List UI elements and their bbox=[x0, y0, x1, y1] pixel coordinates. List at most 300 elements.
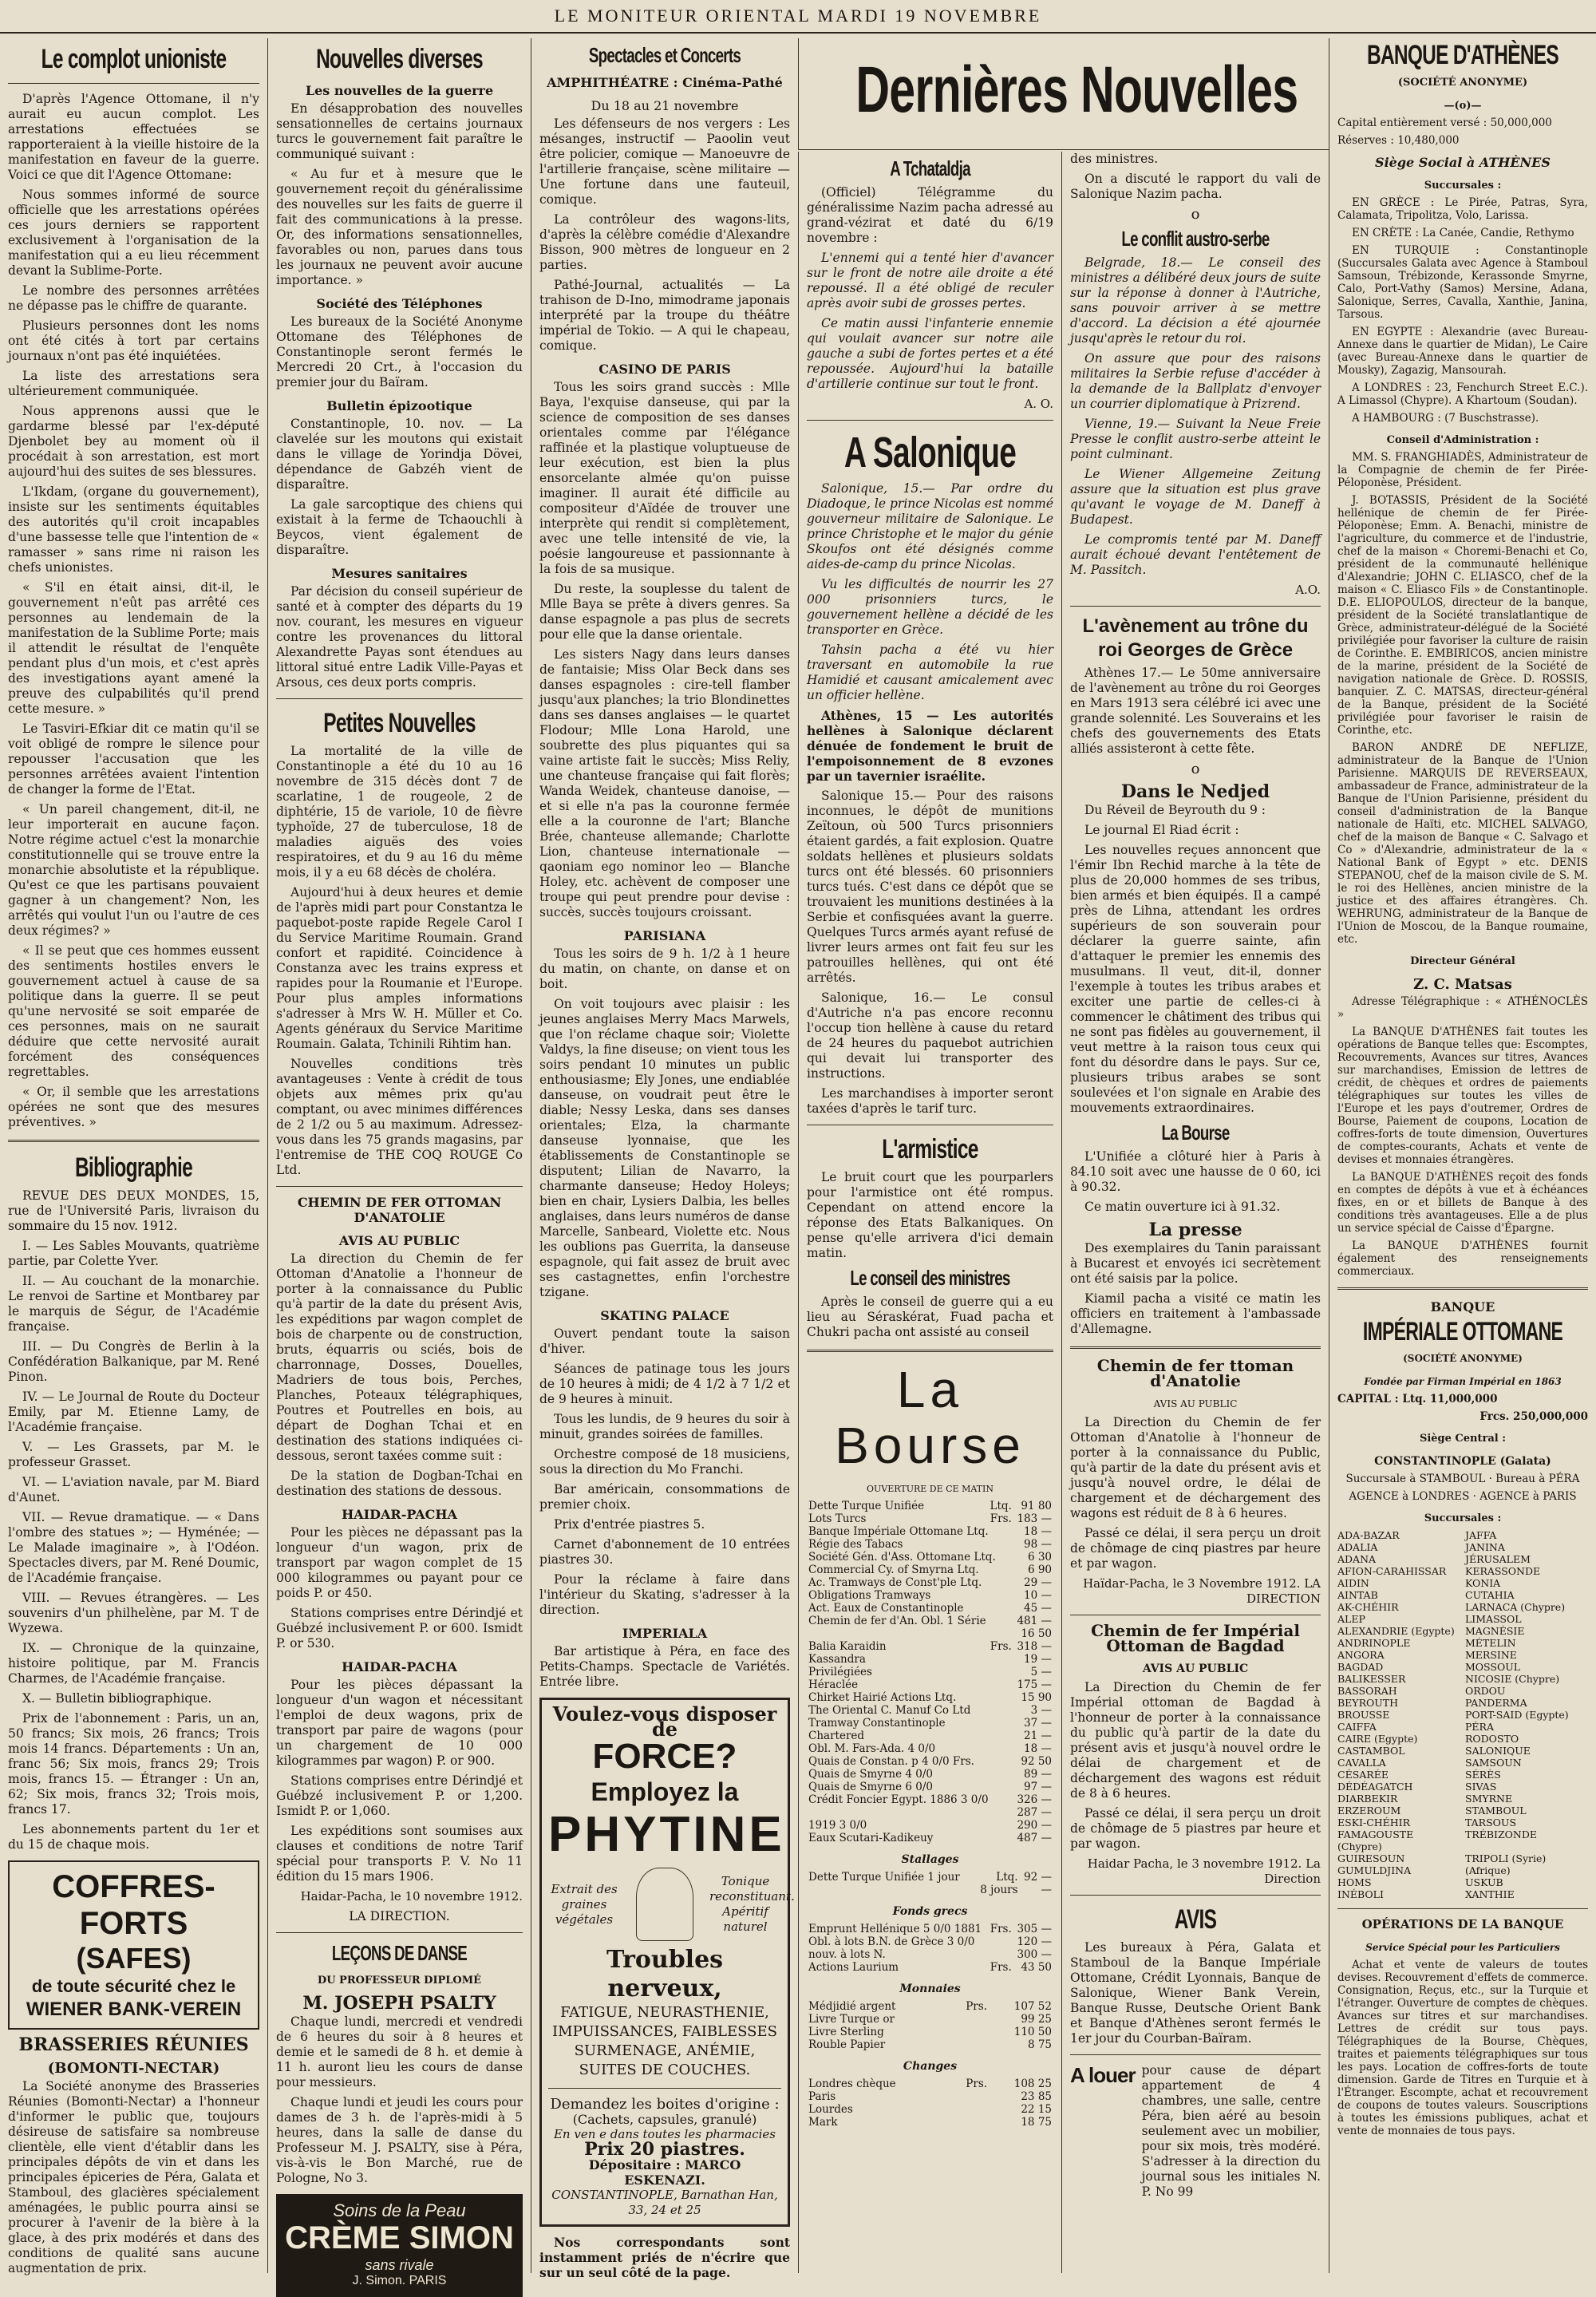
table-row bbox=[807, 1551, 1053, 1564]
headline-petites-nouvelles: Petites Nouvelles bbox=[323, 708, 476, 738]
phytine-ad-line: Troubles nerveux, bbox=[606, 1946, 724, 2002]
section-title: Bulletin épizootique bbox=[326, 398, 472, 413]
list-item: ALEXANDRIE (Egypte) bbox=[1337, 1625, 1455, 1637]
list-item: CAIFFA bbox=[1337, 1721, 1377, 1733]
list-item: CAVALLA bbox=[1337, 1757, 1386, 1769]
article-paragraph: La Direction du Chemin de fer Ottoman d'Anatolie à l'honneur de porter à la connaissance du Public, qu'à partir de la date du présent avis et jusqu'à nouvel ordre, le délai de chargement et de déchargement des wagons est réduit de 8 à 6 heures. bbox=[1070, 1415, 1321, 1520]
bibliography-item: IX. — Chronique de la quinzaine, histoire politique, par M. Francis Charmes, de l'Académie française. bbox=[8, 1641, 259, 1686]
table-cell: 175 — bbox=[1017, 1678, 1052, 1691]
section-title: OUVERTURE DE CE MATIN bbox=[867, 1484, 994, 1494]
article-paragraph: Pathé-Journal, actualités — La trahison de D-Ino, mimodrame japonais interprété par la troupe du théâtre impérial de Tokio. — A qui le chapeau, comique. bbox=[539, 278, 790, 353]
article-paragraph: Nous apprenons aussi que le gardarme blessé par l'ex-député Djenbolet bey au moment où il procédait à son arrestation, est mort aujourd'hui des suites de ses blessures. bbox=[8, 404, 259, 479]
article-paragraph: Après le conseil de guerre qui a eu lieu au Séraskérat, Fuad pacha et Chukri pacha ont assisté au conseil bbox=[807, 1295, 1053, 1339]
simon-ad-line: Soins de la Peau bbox=[333, 2200, 466, 2220]
signature: A. O. bbox=[1024, 397, 1053, 411]
table-cell: 37 — bbox=[1024, 1717, 1052, 1730]
article-paragraph: Les bureaux à Péra, Galata et Stamboul de la Banque Impériale Ottomane, Crédit Lyonnais, Banque de Salonique, Wiener Bank Verein, Banque Russe, Deutsche Orient Bank et Banque d'Athènes seront fermés le 1er jour du Courban-Baïram. bbox=[1070, 1940, 1321, 2046]
table-row bbox=[807, 1512, 1053, 1525]
article-paragraph: EN EGYPTE : Alexandrie (avec Bureau-Annexe dans le quartier de Midan), Le Caire (avec Bureau-Annexe dans le quartier de Mousky), Zagazig, Mansourah. bbox=[1337, 326, 1588, 377]
article-paragraph: Le Wiener Allgemeine Zeitung assure que la situation est plus grave qu'avant le voyage de M. Daneff à Budapest. bbox=[1070, 467, 1321, 527]
article-paragraph: Les défenseurs de nos vergers : Les mésanges, instructif — Paoolin veut être policier, comique — Manoeuvre de l'artillerie française, scène militaire — Une fortune dans une fauteuil, comique. bbox=[539, 117, 790, 207]
divider bbox=[807, 420, 1053, 421]
headline-spectacles: Spectacles et Concerts bbox=[588, 43, 741, 67]
phytine-ad-line: Employez la bbox=[591, 1777, 739, 1806]
list-item: LARNACA (Chypre) bbox=[1465, 1601, 1566, 1613]
table-cell: 287 — bbox=[1017, 1806, 1052, 1819]
table-cell: 300 — bbox=[1017, 1948, 1052, 1961]
table-cell: 5 — bbox=[1030, 1666, 1052, 1678]
table-cell: Londres chèque bbox=[808, 2078, 896, 2090]
table-cell bbox=[987, 1653, 1013, 1666]
table-cell bbox=[987, 1742, 1013, 1755]
table-cell bbox=[987, 1819, 1013, 1832]
table-cell bbox=[807, 1627, 987, 1640]
article-paragraph: MM. S. FRANGHIADÈS, Administrateur de la Compagnie de chemin de fer Pirée-Péloponèse, Président. bbox=[1337, 451, 1588, 489]
ornament: o bbox=[1191, 206, 1200, 223]
divider bbox=[1070, 1895, 1321, 1896]
bibliography-list bbox=[8, 1239, 259, 1706]
article-paragraph: Ouvert pendant toute la saison d'hiver. bbox=[539, 1326, 790, 1356]
table-cell: Chartered bbox=[808, 1730, 865, 1742]
table-cell: Crédit Foncier Egypt. 1886 3 0/0 bbox=[808, 1793, 989, 1806]
section-title: Mesures sanitaires bbox=[331, 566, 468, 581]
table-cell bbox=[950, 2026, 989, 2038]
article-paragraph: Les marchandises à importer seront taxées d'après le tarif turc. bbox=[807, 1086, 1053, 1116]
section-title: BANQUE bbox=[1430, 1299, 1495, 1315]
article-paragraph: De la station de Dogban-Tchai en destination des stations de dessous. bbox=[276, 1469, 523, 1498]
article-paragraph: Tous les soirs grand succès : Mlle Baya, l'exquise danseuse, qui par la science de composition de ses danses orientales comme par l'élégance raffinée et la plastique voluptueuse de leur exécution, est bien la plus ensorcelante almée qu'on puisse imaginer. Il aurait été difficile au compositeur d'Aïdée de trouver une interprète qui rendit si complètement, avec une telle intensité de vie, la poésie langoureuse et passionnante à la fois de sa musique. bbox=[539, 380, 790, 576]
article-paragraph: A HAMBOURG : (7 Buschstrasse). bbox=[1352, 412, 1539, 425]
table-cell: Régie des Tabacs bbox=[808, 1538, 903, 1551]
table-cell: 22 15 bbox=[1021, 2103, 1052, 2116]
list-item: TARSOUS bbox=[1465, 1817, 1517, 1829]
article-paragraph: Salonique, 15.— Par ordre du Diadoque, le prince Nicolas est nommé gouverneur militaire de Salonique. Le prince Christophe et le major du génie Skoufos ont été désignés comme aides-de-camp du prince Nicolas. bbox=[807, 481, 1053, 571]
article-paragraph: On assure que pour des raisons militaires la Serbie refuse d'accéder à la demande de la Ballplatz d'envoyer un courrier diplomatique à Prizrend. bbox=[1070, 351, 1321, 411]
table-row bbox=[807, 1755, 1053, 1768]
table-cell: Mark bbox=[808, 2116, 838, 2129]
article-paragraph: La liste des arrestations sera ultérieurement communiquée. bbox=[8, 369, 259, 398]
table-cell: Livre Sterling bbox=[808, 2026, 884, 2038]
table-cell: 107 52 bbox=[1013, 2000, 1052, 2013]
section-title: Fondée par Firman Impérial en 1863 bbox=[1364, 1376, 1562, 1387]
table-row bbox=[807, 1564, 1053, 1576]
table-cell: 8 75 bbox=[1027, 2038, 1052, 2051]
table-cell bbox=[987, 1602, 1013, 1615]
table-row bbox=[807, 1691, 1053, 1704]
column-5 bbox=[1061, 152, 1329, 2273]
list-item: DÉDÉAGATCH bbox=[1337, 1781, 1413, 1793]
article-paragraph: Le compromis tenté par M. Daneff aurait échoué devant l'entêtement de M. Passitch. bbox=[1070, 532, 1321, 577]
section-title: OPÉRATIONS DE LA BANQUE bbox=[1361, 1917, 1564, 1931]
article-paragraph: L'Unifiée a clôturé hier à Paris à 84.10 soit avec une hausse de 0 60, ici à 90.32. bbox=[1070, 1149, 1321, 1194]
brasseries-title: BRASSERIES RÉUNIES bbox=[18, 2034, 249, 2055]
brasseries-subtitle: (BOMONTI-NECTAR) bbox=[47, 2060, 220, 2077]
list-item: BASSORAH bbox=[1337, 1685, 1397, 1697]
list-item: AIDIN bbox=[1337, 1577, 1369, 1589]
section-title: Fonds grecs bbox=[892, 1905, 968, 1918]
table-row bbox=[807, 2078, 1053, 2090]
table-row bbox=[807, 1793, 1053, 1806]
simon-ad-line: sans rivale bbox=[365, 2257, 434, 2273]
divider bbox=[1070, 1346, 1321, 1349]
section-title: Stallages bbox=[901, 1853, 959, 1866]
table-cell: Paris bbox=[808, 2090, 836, 2103]
article-paragraph: Succursale à STAMBOUL · Bureau à PÉRA bbox=[1345, 1473, 1580, 1485]
list-item: HOMS bbox=[1337, 1876, 1372, 1888]
table-row bbox=[807, 1832, 1053, 1844]
list-item: ADANA bbox=[1337, 1553, 1377, 1565]
article-paragraph: La contrôleur des wagons-lits, d'après la célèbre comédie d'Alexandre Bisson, 900 mètres de longueur en 2 parties. bbox=[539, 212, 790, 272]
safes-ad-bank: WIENER BANK-VEREIN bbox=[26, 1999, 242, 2020]
table-cell: 110 50 bbox=[1013, 2026, 1052, 2038]
article-paragraph: On voit toujours avec plaisir : les jeunes anglaises Merry Macs Marwels, que l'on réclame chaque soir; Violette Valdys, la fine diseuse; on vient tous les soirs pendant 10 minutes un public enthousiasme; Ely Jones, une endiablée danseuse, on voudrait peut être le diable; Nessy Leska, dans ses danses orientales; Elza, la charmante danseuse lyonnaise, que les établissements de Constantinople se disputent; Lilian de Navarro, la charmante danseuse; Hedoy Holeys; bien en chair, Lysiers Dalbia, les belles anglaises, dans leurs numéros de danse Marcelle, Sanbeard, Violette etc. Nous les oublions pas Guerrita, la danseuse espagnole, qui fait assez de bruit avec ses castagnettes, enfin l'orchestre tzigane. bbox=[539, 997, 790, 1299]
table-cell: Balia Karaidin bbox=[808, 1640, 887, 1653]
section-title: Siège Central : bbox=[1419, 1433, 1507, 1445]
table-cell: Prs. bbox=[966, 2000, 987, 2013]
table-cell: 487 — bbox=[1017, 1832, 1052, 1844]
table-row bbox=[807, 2038, 1053, 2051]
table-cell: Quais de Constan. p 4 0/0 Frs. bbox=[808, 1755, 974, 1768]
list-item: SÉRÈS bbox=[1465, 1769, 1501, 1781]
signature: Haïdar-Pacha, le 3 Novembre 1912. LA DIRECTION bbox=[1083, 1576, 1321, 1606]
list-item: DIARBEKIR bbox=[1337, 1793, 1398, 1805]
table-cell bbox=[987, 1525, 1013, 1538]
article-paragraph: Vu les difficultés de nourrir les 27 000 prisonniers turcs, le gouvernement hellène a décidé de les transporter en Grèce. bbox=[807, 577, 1053, 637]
section-title: (SOCIÉTÉ ANONYME) bbox=[1403, 1353, 1523, 1364]
table-cell: Banque Impériale Ottomane Ltq. bbox=[808, 1525, 989, 1538]
table-cell: Actions Laurium bbox=[808, 1961, 899, 1974]
table-cell: Tramway Constantinople bbox=[808, 1717, 946, 1730]
list-item: BAGDAD bbox=[1337, 1661, 1384, 1673]
article-paragraph: La BANQUE D'ATHÈNES fait toutes les opérations de Banque telles que: Escomptes, Recouvrements, Avances sur titres, Avances sur marchandises, Emission de lettres de crédit, de chèques et ordres de paiements télégraphiques sur toutes les villes de l'Europe et les pays d'outremer, Ordres de Bourse, Paiement de coupons, Location de coffres-forts de toute dimension, Ouvertures de comptes-courants, Achats et vente de devises et monnaies étrangères. bbox=[1337, 1026, 1588, 1166]
divider bbox=[8, 83, 259, 84]
table-cell: Livre Turque or bbox=[808, 2013, 895, 2026]
article-paragraph: « Il se peut que ces hommes eussent des sentiments hostiles envers le gouvernement actuel à cause de sa politique dans la guerre. Il se peut qu'une nervosité se soit emparée de ces personnes, mais on ne saurait déduire que cette nervosité aurait forcément des conséquences regrettables. bbox=[8, 943, 259, 1079]
table-cell: Commercial Cy. of Smyrna Ltq. bbox=[808, 1564, 979, 1576]
article-paragraph: L'ennemi qui a tenté hier d'avancer sur le front de notre aile droite a été repoussé. Il a été obligé de reculer après avoir subi de grosses pertes. bbox=[807, 251, 1053, 310]
section-title: Les nouvelles de la guerre bbox=[305, 83, 494, 98]
table-cell: Obligations Tramways bbox=[808, 1589, 931, 1602]
phytine-ad-line: Extrait des graines végétales bbox=[551, 1881, 618, 1927]
table-cell: 3 — bbox=[1030, 1704, 1052, 1717]
table-cell: 120 — bbox=[1017, 1935, 1052, 1948]
table-row bbox=[807, 1768, 1053, 1781]
article-paragraph: Carnet d'abonnement de 10 entrées piastres 30. bbox=[539, 1537, 790, 1567]
table-row bbox=[807, 2013, 1053, 2026]
safes-ad-title: COFFRES-FORTS bbox=[52, 1869, 215, 1941]
article-paragraph: Le nombre des personnes arrêtées ne dépasse pas le chiffre de quarante. bbox=[8, 283, 259, 313]
article-paragraph: Chaque lundi, mercredi et vendredi de 6 heures du soir à 8 heures et demie et le samedi de 8 h. et demie à 11 h. auront lieu les cours de danse pour messieurs. bbox=[276, 2014, 523, 2089]
table-row bbox=[807, 1627, 1053, 1640]
table-cell: 326 — bbox=[1017, 1793, 1052, 1806]
table-row bbox=[807, 1819, 1053, 1832]
article-paragraph: Ce matin aussi l'infanterie ennemie qui voulait avancer sur notre aile gauche a subi de fortes pertes et a été repoussée. Aujourd'hui la bataille d'artillerie continue sur tout le front. bbox=[807, 316, 1053, 391]
article-paragraph: Passé ce délai, il sera perçu un droit de chômage de 5 piastres par heure et par wagon. bbox=[1070, 1806, 1321, 1851]
section-title: (SOCIÉTÉ ANONYME) bbox=[1397, 77, 1528, 89]
list-item: PANDERMA bbox=[1465, 1697, 1527, 1709]
table-row bbox=[807, 1602, 1053, 1615]
table-cell: Lots Turcs bbox=[808, 1512, 867, 1525]
section-title: AMPHITHÉATRE : Cinéma-Pathé bbox=[547, 75, 783, 90]
table-cell: 92 — bbox=[1024, 1871, 1052, 1884]
masthead: LE MONITEUR ORIENTAL MARDI 19 NOVEMBRE bbox=[0, 0, 1596, 34]
table-row bbox=[807, 1500, 1053, 1512]
article-paragraph: Nous sommes informé de source officielle que les arrestations opérées ces jours derniers se rapportent exclusivement à l'organisation de la manifestation qui a eu lieu récemment devant la Sublime-Porte. bbox=[8, 188, 259, 278]
bibliography-item: VI. — L'aviation navale, par M. Biard d'Aunet. bbox=[8, 1475, 259, 1504]
table-cell: 23 85 bbox=[1021, 2090, 1052, 2103]
signature: LA DIRECTION. bbox=[349, 1909, 450, 1923]
list-item: KERASSONDE bbox=[1465, 1565, 1541, 1577]
article-paragraph: pour cause de départ appartement de 4 chambres, une salle, centre Péra, bien aéré au besoin seulement avec un mobilier, pour six mois, très modéré. S'adresser à la direction du journal sous les initiales N. P. No 99 bbox=[1141, 2063, 1321, 2199]
table-row bbox=[807, 1653, 1053, 1666]
list-item: TRÉBIZONDE bbox=[1465, 1829, 1538, 1840]
phytine-ad-line: Tonique reconstituant. Apéritif naturel bbox=[709, 1874, 795, 1934]
article-paragraph: Pour les pièces dépassant la longueur d'un wagon et nécessitant l'emploi de deux wagons, prix de transport par paire de wagons (pour un chargement de 10 000 kilogrammes par wagon) P. or 900. bbox=[276, 1678, 523, 1768]
table-cell: Chemin de fer d'An. Obl. 1 Série bbox=[808, 1615, 986, 1627]
a-louer-ad bbox=[1070, 2063, 1321, 2204]
bibliography-item: X. — Bulletin bibliographique. bbox=[22, 1691, 212, 1706]
section-title: AVIS AU PUBLIC bbox=[338, 1233, 460, 1248]
bibliography-item: III. — Du Congrès de Berlin à la Confédération Balkanique, par M. René Pinon. bbox=[8, 1339, 259, 1384]
headline-complot: Le complot unioniste bbox=[41, 44, 227, 74]
table-cell: 91 80 bbox=[1021, 1500, 1052, 1512]
table-row bbox=[807, 1781, 1053, 1793]
phytine-ad-title: PHYTINE bbox=[548, 1807, 785, 1862]
table-cell bbox=[950, 2038, 989, 2051]
table-row bbox=[807, 1640, 1053, 1653]
article-paragraph: J. BOTASSIS, Président de la Société hellénique de chemin de fer Pirée-Péloponèse; Emm. A. Benachi, ministre de l'agriculture, du commerce et de l'industrie, chef de la maison « Choremi-Benachi et Co, président de la communauté hellénique d'Alexandrie; JOHN C. ELIASCO, chef de la maison « C. Eliasco Fils » de Constantinople. D.E. ELIOPOULOS, directeur de la banque, président de la Société translatlantique de Grèce, administrateur-délégué de la Société privilégiée pour favoriser la culture de raisin de Corinthe. E. EMBIRICOS, ancien ministre de la marine, président de la Société de navigation nationale de Grèce. D. ROSSIS, banquier. Z. C. MATSAS, directeur-général de la Banque, président de la Société privilégiée pour favoriser le raisin de Corinthe, etc. bbox=[1337, 494, 1588, 737]
capital-line: CAPITAL : Ltq. 11,000,000 bbox=[1337, 1393, 1498, 1405]
article-paragraph: Tous les soirs de 9 h. 1/2 à 1 heure du matin, on chante, on danse et on boit. bbox=[539, 947, 790, 991]
list-item: BROUSSE bbox=[1337, 1709, 1390, 1721]
headline-armistice: L'armistice bbox=[882, 1134, 978, 1164]
article-paragraph: Stations comprises entre Dérindjé et Guébzé inclusivement P. or 600. Ismidt P. or 530. bbox=[276, 1606, 523, 1651]
headline-banque-athenes: BANQUE D'ATHÈNES bbox=[1366, 40, 1559, 70]
list-item: AINTAB bbox=[1337, 1589, 1378, 1601]
divider bbox=[8, 1140, 259, 1142]
table-cell bbox=[950, 2090, 989, 2103]
list-item: USKUB bbox=[1465, 1876, 1503, 1888]
table-row bbox=[807, 1678, 1053, 1691]
correspondents-note: Nos correspondants sont instamment priés de n'écrire que sur un seul côté de la page. bbox=[539, 2235, 790, 2280]
table-cell: 290 — bbox=[1017, 1819, 1052, 1832]
list-item: NICOSIE (Chypre) bbox=[1465, 1673, 1560, 1685]
table-cell bbox=[987, 1576, 1013, 1589]
article-paragraph: Des exemplaires du Tanin paraissant à Bucarest et envoyés ici secrètement ont été saisis par la police. bbox=[1070, 1241, 1321, 1286]
article-paragraph: Le bruit court que les pourparlers pour l'armistice ont été rompus. Cependant on attend encore la réponse des Etats Balkaniques. On pense qu'elle arrivera d'ici demain matin. bbox=[807, 1170, 1053, 1260]
table-cell bbox=[987, 1948, 1013, 1961]
article-paragraph: EN GRÈCE : Le Pirée, Patras, Syra, Calamata, Tripolitza, Volo, Larissa. bbox=[1337, 196, 1588, 222]
article-paragraph: Par décision du conseil supérieur de santé et à compter des départs du 19 nov. courant, les mesures en vigueur contre les provenances du littoral Alexandrette Payas sont étendues au littoral situé entre Ladik Ville-Payas et Arsous, ces deux ports compris. bbox=[276, 584, 523, 690]
list-item: ALEP bbox=[1337, 1613, 1365, 1625]
article-paragraph: Salonique, 16.— Le consul d'Autriche n'a pas encore reconnu l'occup tion hellène à cause du retard de 24 heures du paquebot autrichien qui devait lui transporter des instructions. bbox=[807, 990, 1053, 1081]
ornament: o bbox=[1191, 761, 1200, 777]
article-paragraph: Passé ce délai, il sera perçu un droit de chômage de cinq piastres par heure et par wagon. bbox=[1070, 1526, 1321, 1571]
table-cell: Quais de Smyrne 4 0/0 bbox=[808, 1768, 933, 1781]
table-cell: 18 — bbox=[1024, 1742, 1052, 1755]
table-cell: Lourdes bbox=[808, 2103, 853, 2116]
section-title: Du 18 au 21 novembre bbox=[591, 98, 739, 113]
table-row bbox=[807, 1923, 1053, 1935]
table-cell: Ltq. bbox=[990, 1500, 1012, 1512]
list-item: GUIRESOUN bbox=[1337, 1852, 1405, 1864]
table-cell: 10 — bbox=[1024, 1589, 1052, 1602]
article-paragraph: La mortalité de la ville de Constantinople a été du 10 au 16 novembre de 315 décès dont 7 de scarlatine, 1 de rougeole, 2 de diphtérie, 15 de variole, 10 de fièvre typhoïde, 27 de tuberculose, 18 de maladies aiguës des voies respiratoires, et du 9 au 16 du même mois, il y a eu 68 décès de choléra. bbox=[276, 744, 523, 880]
article-paragraph: Les bureaux de la Société Anonyme Ottomane des Téléphones de Constantinople seront fermés le Mercredi 20 Crt., à l'occasion du premier jour du Baïram. bbox=[276, 314, 523, 389]
phytine-ad-line: En ven e dans toutes les pharmacies bbox=[553, 2127, 776, 2141]
table-row bbox=[807, 1742, 1053, 1755]
headline-lecons-de-danse: LEÇONS DE DANSE bbox=[331, 1941, 468, 1965]
signature: A.O. bbox=[1295, 583, 1321, 597]
list-item: MOSSOUL bbox=[1465, 1661, 1521, 1673]
bourse-table bbox=[807, 1500, 1053, 1844]
section-title: Chemin de fer ttoman d'Anatolie bbox=[1096, 1356, 1294, 1390]
list-item: CUTAHIA bbox=[1465, 1589, 1515, 1601]
branches-list bbox=[1337, 1529, 1588, 1900]
article-paragraph: Kiamil pacha a visité ce matin les officiers en traitement à l'ambassade d'Allemagne. bbox=[1070, 1291, 1321, 1336]
section-title: IMPERIALA bbox=[622, 1626, 708, 1641]
headline-avis: AVIS bbox=[1174, 1904, 1217, 1935]
article-paragraph: Pour les pièces ne dépassant pas la longueur d'un wagon, prix de transport par wagon complet de 15 000 kilogrammes ou payant pour ce poids P. or 450. bbox=[276, 1525, 523, 1600]
list-item: ADALIA bbox=[1337, 1541, 1378, 1553]
phytine-ad-line: (Cachets, capsules, granulé) bbox=[572, 2112, 757, 2127]
article-paragraph: Bar artistique à Péra, en face des Petits-Champs. Spectacle de Variétés. Entrée libre. bbox=[539, 1644, 790, 1689]
table-cell: 6 30 bbox=[1027, 1551, 1052, 1564]
table-row bbox=[807, 1935, 1053, 1948]
divider bbox=[276, 1186, 523, 1187]
fonds-grecs-table bbox=[807, 1923, 1053, 1974]
table-cell: Dette Turque Unifiée bbox=[808, 1500, 925, 1512]
divider bbox=[276, 1932, 523, 1933]
table-cell bbox=[987, 1666, 1013, 1678]
list-item: ANGORA bbox=[1337, 1649, 1385, 1661]
table-cell: Dette Turque Unifiée 1 jour bbox=[808, 1871, 960, 1884]
list-item: STAMBOUL bbox=[1465, 1805, 1527, 1817]
table-cell: nouv. à lots N. bbox=[808, 1948, 886, 1961]
table-cell: Quais de Smyrne 6 0/0 bbox=[808, 1781, 933, 1793]
divider bbox=[1337, 1908, 1588, 1909]
table-cell bbox=[987, 1704, 1013, 1717]
article-paragraph: On a discuté le rapport du vali de Salonique Nazim pacha. bbox=[1070, 172, 1321, 201]
article-paragraph: Prix d'entrée piastres 5. bbox=[554, 1517, 705, 1532]
simon-ad-title: CRÈME SIMON bbox=[285, 2220, 514, 2255]
article-paragraph: Du reste, la souplesse du talent de Mlle Baya se prête à divers genres. Sa danse espagnole a pas plus de secrets pour elle que la danse orientale. bbox=[539, 582, 790, 642]
table-cell bbox=[987, 1806, 1013, 1819]
section-title: Changes bbox=[903, 2060, 958, 2073]
table-cell bbox=[950, 2013, 989, 2026]
section-title: SKATING PALACE bbox=[600, 1308, 729, 1323]
section-title: CASINO DE PARIS bbox=[598, 362, 731, 377]
article-paragraph: « Un pareil changement, dit-il, ne leur importerait en aucune façon. Notre régime actuel c'est la monarchie constitutionnelle qui se trouve entre la monarchie absolutiste et la république. Qu'est ce que les partisans pouvaient gagner à un changement? Non, les arrêtés qui voulut l'un ou l'autre de ces deux régimes? » bbox=[8, 802, 259, 938]
table-row bbox=[807, 2000, 1053, 2013]
section-title: PARISIANA bbox=[623, 928, 706, 943]
bibliography-end: Les abonnements partent du 1er et du 15 de chaque mois. bbox=[8, 1822, 259, 1852]
list-item: XANTHIE bbox=[1465, 1888, 1515, 1900]
section-title: Directeur Général bbox=[1410, 955, 1515, 967]
column-1 bbox=[0, 38, 267, 2273]
article-paragraph: Vienne, 19.— Suivant la Neue Freie Presse le conflit austro-serbe atteint le point culminant. bbox=[1070, 417, 1321, 461]
list-item: MAGNÉSIE bbox=[1465, 1625, 1525, 1637]
table-row bbox=[807, 1538, 1053, 1551]
table-cell bbox=[987, 1730, 1013, 1742]
changes-table bbox=[807, 2078, 1053, 2129]
headline-la-presse: La presse bbox=[1148, 1220, 1242, 1240]
safes-ad-subtitle: (SAFES) bbox=[76, 1942, 192, 1975]
table-cell bbox=[987, 1768, 1013, 1781]
list-item: LIMASSOL bbox=[1465, 1613, 1522, 1625]
creme-simon-ad bbox=[276, 2194, 523, 2297]
article-paragraph: Nouvelles conditions très avantageuses : Vente à crédit de tous objets aux mêmes prix qu'au comptant, ou avec minimes différences de 2 1/2 ou 5 au maximum. Adressez-vous dans les 75 grands magasins, par l'entremise de THE COQ ROUGE Co Ltd. bbox=[276, 1057, 523, 1177]
table-cell: Obl. M. Fars-Ada. 4 0/0 bbox=[808, 1742, 936, 1755]
list-item: (Afrique) bbox=[1465, 1864, 1511, 1876]
table-cell: 6 90 bbox=[1027, 1564, 1052, 1576]
article-paragraph: Bar américain, consommations de premier choix. bbox=[539, 1482, 790, 1512]
table-row bbox=[807, 2103, 1053, 2116]
table-cell: Société Gén. d'Ass. Ottomane Ltq. bbox=[808, 1551, 996, 1564]
list-item: INÉBOLI bbox=[1337, 1888, 1384, 1900]
table-cell: 108 25 bbox=[1013, 2078, 1052, 2090]
list-item: CAIRE (Egypte) bbox=[1337, 1733, 1418, 1745]
article-paragraph: Les expéditions sont soumises aux clauses et conditions de notre Tarif spécial pour transports P. V. No 11 édition du 15 mars 1906. bbox=[276, 1824, 523, 1884]
list-item: JANINA bbox=[1465, 1541, 1505, 1553]
table-cell bbox=[987, 1717, 1013, 1730]
list-item: CÉSARÉE bbox=[1337, 1769, 1389, 1781]
article-paragraph: La BANQUE D'ATHÈNES fournit également des renseignements commerciaux. bbox=[1337, 1239, 1588, 1278]
signature: Haidar-Pacha, le 10 novembre 1912. bbox=[300, 1889, 523, 1904]
list-item: JAFFA bbox=[1465, 1529, 1497, 1541]
table-cell bbox=[987, 1781, 1013, 1793]
article-paragraph: Du Réveil de Beyrouth du 9 : bbox=[1084, 803, 1266, 817]
section-title: Chemin de fer Impérial Ottoman de Bagdad bbox=[1091, 1621, 1300, 1655]
article-paragraph: D'après l'Agence Ottomane, il n'y aurait eu aucun complot. Les arrestations effectuées se rapporteraient à la vieille histoire de la manifestation en faveur de la guerre. Voici ce que dit l'Agence Ottomane: bbox=[8, 92, 259, 182]
article-paragraph: EN TURQUIE : Constantinople (Succursales Galata avec Agence à Stamboul Samsoun, Trébizonde, Kerassonde Smyrne, Calo, Port-Vathy (Samos) Mersine, Adana, Salonique, Serres, Cavalla, Xanthie, Janina, Tarsous. bbox=[1337, 244, 1588, 321]
headline-salonique: A Salonique bbox=[843, 429, 1017, 476]
list-item: MÉTELIN bbox=[1465, 1637, 1516, 1649]
divider bbox=[1070, 2054, 1321, 2055]
table-cell: Ltq. bbox=[996, 1871, 1018, 1884]
table-cell: Rouble Papier bbox=[808, 2038, 886, 2051]
section-title: HAIDAR-PACHA bbox=[342, 1507, 457, 1522]
article-paragraph: Athènes 17.— Le 50me anniversaire de l'avènement au trône du roi Georges en Mars 1913 sera célébré ici avec une grande solennité. Les Souverains et les chefs des gouvernements des Etats alliés assisteront à cette fête. bbox=[1070, 666, 1321, 756]
article-paragraph: AGENCE à LONDRES · AGENCE à PARIS bbox=[1349, 1490, 1577, 1503]
list-item: MERSINE bbox=[1465, 1649, 1517, 1661]
article-paragraph: L'Ikdam, (organe du gouvernement), insiste sur les sentiments équitables des autorités qu'il croit incapables d'une bassesse telle que l'intention de « ramasser » sans rime ni raison les chefs unionistes. bbox=[8, 484, 259, 575]
table-cell: 92 50 bbox=[1021, 1755, 1052, 1768]
article-paragraph: « Or, il semble que les arrestations opérées ne sont que des mesures préventives. » bbox=[8, 1085, 259, 1129]
list-item: BEYROUTH bbox=[1337, 1697, 1398, 1709]
list-item: AK-CHÉHIR bbox=[1337, 1601, 1399, 1613]
article-paragraph: Adresse Télégraphique : « ATHÉNOCLÈS » bbox=[1337, 995, 1588, 1021]
table-cell: 98 — bbox=[1024, 1538, 1052, 1551]
section-title: AVIS AU PUBLIC bbox=[1142, 1662, 1249, 1675]
section-title: Succursales : bbox=[1424, 1512, 1502, 1524]
table-cell: Obl. à lots B.N. de Grèce 3 0/0 bbox=[808, 1935, 975, 1948]
table-cell: 305 — bbox=[1017, 1923, 1052, 1935]
table-row bbox=[807, 1961, 1053, 1974]
signature: Haidar Pacha, le 3 novembre 1912. La Direction bbox=[1087, 1856, 1321, 1886]
list-item: ANDRINOPLE bbox=[1337, 1637, 1411, 1649]
section-title: Succursales : bbox=[1424, 180, 1502, 192]
list-item: SMYRNE bbox=[1465, 1793, 1513, 1805]
article-paragraph: Chaque lundi et jeudi les cours pour dames de 3 h. de l'après-midi à 5 heures, dans la salle de danse du Professeur M. J. PSALTY, sise à Péra, vis-à-vis le Bon Marché, rue de Pologne, No 3. bbox=[276, 2095, 523, 2185]
article-paragraph: Salonique 15.— Pour des raisons inconnues, le dépôt de munitions Zeïtoun, où 500 Turcs prisonniers étaient gardés, a fait explosion. Quatre soldats hellènes et plusieurs soldats turcs ont été blessés. 60 prisonniers turcs tués. C'est dans ce dépôt que se trouvaient les munitions destinées à la Serbie et confisquées avant la guerre. Quelques Turcs armés ayant refusé de livrer leurs armes ont fait feu sur les patrouilles hellènes, qui ont été arrêtés. bbox=[807, 789, 1053, 985]
article-paragraph: « S'il en était ainsi, dit-il, le gouvernement n'eût pas arrêté ces personnes au lendemain de la manifestation de la Sublime Porte; mais il attendit le résultat de l'enquête pendant plus d'un mois, et c'est après des investigations ayant amené la preuve des culpabilités qu'il prend cette mesure. » bbox=[8, 580, 259, 716]
article-paragraph: Le Tasviri-Efkiar dit ce matin qu'il se voit obligé de rompre le silence pour repousser l'accusation que les personnes arrêtées avaient l'intention de changer la forme de l'Etat. bbox=[8, 722, 259, 797]
article-paragraph: (Officiel) Télégramme du généralissime Nazim pacha adressé au grand-vézirat et daté du 6/19 novembre : bbox=[807, 185, 1053, 245]
list-item: PORT-SAID (Egypte) bbox=[1465, 1709, 1569, 1721]
headline-banque-imperiale: IMPÉRIALE OTTOMANE bbox=[1362, 1317, 1563, 1346]
list-item: GUMULDJINA bbox=[1337, 1864, 1412, 1876]
